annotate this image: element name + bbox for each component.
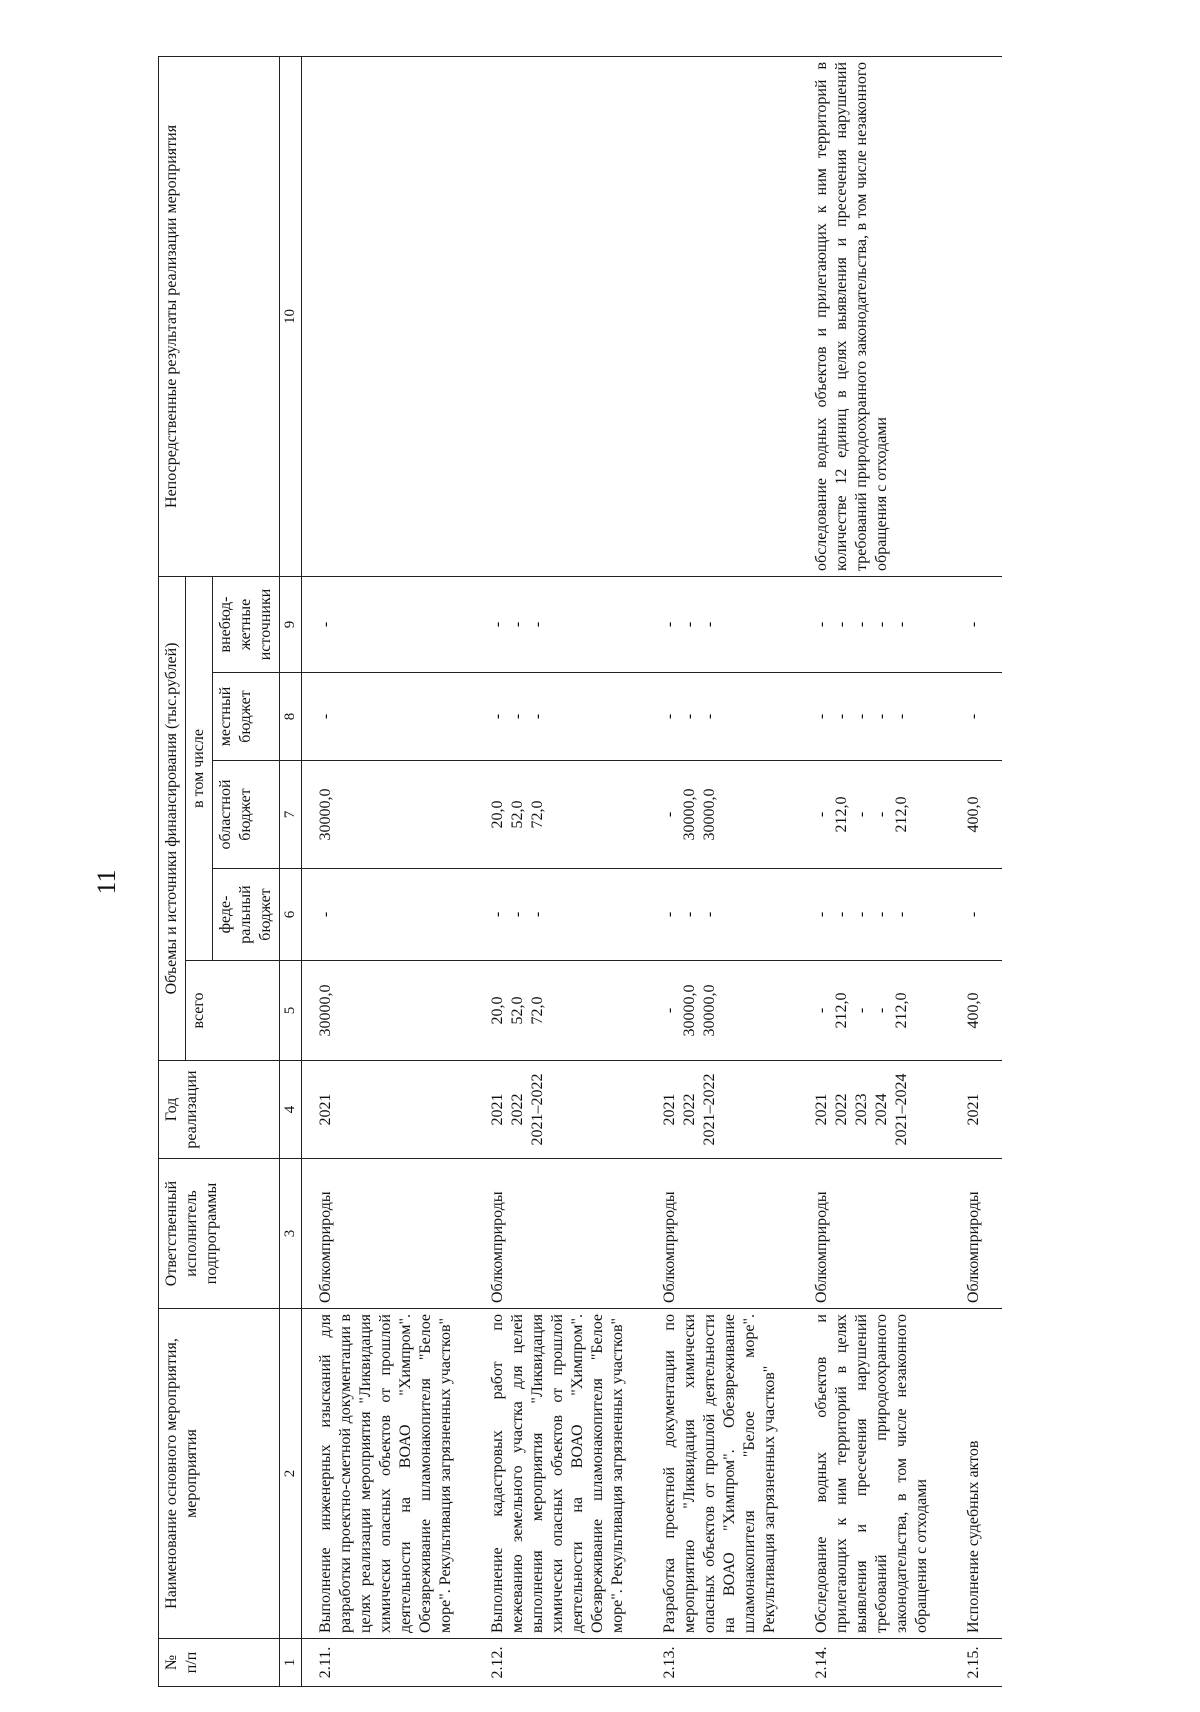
activity-result: [301, 56, 474, 576]
activity-name: Исполнение судебных актов: [950, 1309, 1002, 1639]
funding-extrabudgetary: -: [950, 576, 1002, 672]
header-activity-name: Наименование основного мероприятия, мероприятия: [159, 1309, 280, 1639]
responsible-executor: Облкомприроды: [301, 1159, 474, 1309]
funding-local: - - - - -: [798, 673, 950, 761]
header-local-budget: местный бюджет: [213, 673, 280, 761]
funding-regional: 20,0 52,0 72,0: [474, 761, 646, 869]
funding-total: - 212,0 - - 212,0: [798, 961, 950, 1061]
table-row: [646, 56, 798, 1686]
table-row: [301, 56, 474, 1686]
header-federal-budget: феде-ральный бюджет: [213, 869, 280, 961]
implementation-years: 2021 2022 2021–2022: [646, 1061, 798, 1159]
responsible-executor: Облкомприроды: [950, 1159, 1002, 1309]
funding-federal: - - -: [646, 869, 798, 961]
implementation-years: 2021: [950, 1061, 1002, 1159]
column-number: 2: [280, 1309, 302, 1639]
funding-local: - - -: [646, 673, 798, 761]
funding-federal: -: [950, 869, 1002, 961]
activity-result: обследование водных объектов и прилегающих к ним территорий в количестве 12 единиц в целях выявления и пресечения нарушений требований природоохранного законодательства, в том числе незаконного обращения с отходами: [798, 56, 950, 576]
funding-total: 30000,0: [301, 961, 474, 1061]
column-number: 1: [280, 1639, 302, 1687]
activity-name: Разработка проектной документации по мероприятию "Ликвидация химически опасных объектов от прошлой деятельности на ВОАО "Химпром". Обезвреживание шламонакопителя "Белое море". Рекультивация загрязненных участков": [646, 1309, 798, 1639]
table-row: [950, 56, 1002, 1686]
column-number: 10: [280, 56, 302, 576]
implementation-years: 2021: [301, 1061, 474, 1159]
funding-total: 20,0 52,0 72,0: [474, 961, 646, 1061]
page-number: 11: [92, 869, 121, 895]
row-number: 2.14.: [798, 1639, 950, 1687]
table-header: [159, 56, 302, 1686]
table-body: [301, 56, 1002, 1686]
column-number-row: [280, 56, 302, 1686]
funding-total: 400,0: [950, 961, 1002, 1061]
responsible-executor: Облкомприроды: [798, 1159, 950, 1309]
column-number: 6: [280, 869, 302, 961]
column-number: 9: [280, 576, 302, 672]
funding-local: - - -: [474, 673, 646, 761]
activity-name: Выполнение инженерных изысканий для разработки проектно-сметной документации в целях реализации мероприятия "Ликвидация химически опасных объектов от прошлой деятельности на ВОАО "Химпром". Обезвреживание шламонакопителя "Белое море". Рекультивация загрязненных участков": [301, 1309, 474, 1639]
funding-extrabudgetary: - - - - -: [798, 576, 950, 672]
funding-extrabudgetary: - - -: [646, 576, 798, 672]
column-number: 7: [280, 761, 302, 869]
funding-local: -: [301, 673, 474, 761]
funding-federal: - - - - -: [798, 869, 950, 961]
funding-extrabudgetary: -: [301, 576, 474, 672]
header-extrabudgetary: внебюд-жетные источники: [213, 576, 280, 672]
header-responsible: Ответственный исполнитель подпрограммы: [159, 1159, 280, 1309]
header-results: Непосредственные результаты реализации мероприятия: [159, 56, 280, 576]
funding-regional: - 212,0 - - 212,0: [798, 761, 950, 869]
row-number: 2.12.: [474, 1639, 646, 1687]
funding-federal: - - -: [474, 869, 646, 961]
column-number: 8: [280, 673, 302, 761]
activity-result: [646, 56, 798, 576]
activity-name: Обследование водных объектов и прилегающих к ним территорий в целях выявления и пресечения нарушений требований природоохранного законодательства, в том числе незаконного обращения с отходами: [798, 1309, 950, 1639]
column-number: 4: [280, 1061, 302, 1159]
header-number: № п/п: [159, 1639, 280, 1687]
table-row: [798, 56, 950, 1686]
funding-federal: -: [301, 869, 474, 961]
header-total: всего: [186, 961, 280, 1061]
program-activities-table: [158, 56, 1002, 1687]
column-number: 3: [280, 1159, 302, 1309]
header-funding: Объемы и источники финансирования (тыс.рублей): [159, 576, 186, 1060]
activity-result: [950, 56, 1002, 576]
responsible-executor: Облкомприроды: [474, 1159, 646, 1309]
funding-regional: 400,0: [950, 761, 1002, 869]
table-row: [474, 56, 646, 1686]
activity-result: [474, 56, 646, 576]
row-number: 2.13.: [646, 1639, 798, 1687]
row-number: 2.15.: [950, 1639, 1002, 1687]
funding-regional: - 30000,0 30000,0: [646, 761, 798, 869]
row-number: 2.11.: [301, 1639, 474, 1687]
funding-regional: 30000,0: [301, 761, 474, 869]
column-number: 5: [280, 961, 302, 1061]
header-including: в том числе: [186, 576, 213, 960]
funding-local: -: [950, 673, 1002, 761]
funding-extrabudgetary: - - -: [474, 576, 646, 672]
header-regional-budget: областной бюджет: [213, 761, 280, 869]
header-year: Год реализации: [159, 1061, 280, 1159]
activity-name: Выполнение кадастровых работ по межеванию земельного участка для целей выполнения мероприятия "Ликвидация химически опасных объектов от прошлой деятельности на ВОАО "Химпром". Обезвреживание шламонакопителя "Белое море". Рекультивация загрязненных участков": [474, 1309, 646, 1639]
implementation-years: 2021 2022 2023 2024 2021–2024: [798, 1061, 950, 1159]
implementation-years: 2021 2022 2021–2022: [474, 1061, 646, 1159]
responsible-executor: Облкомприроды: [646, 1159, 798, 1309]
funding-total: - 30000,0 30000,0: [646, 961, 798, 1061]
